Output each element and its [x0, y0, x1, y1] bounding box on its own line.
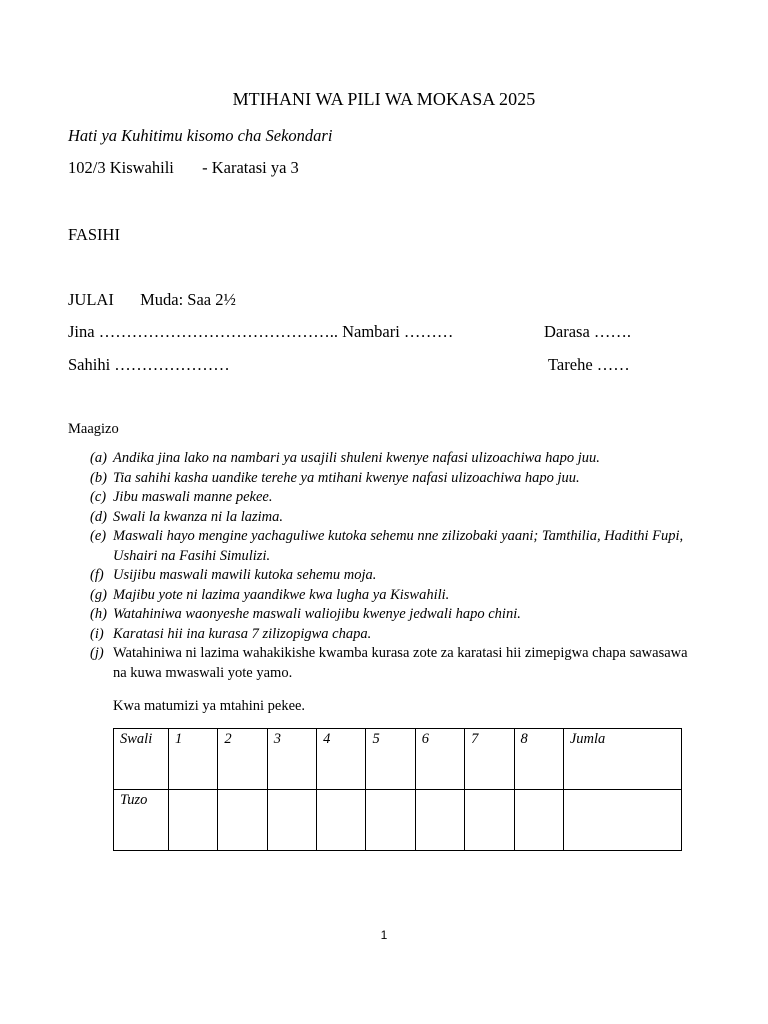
score-cell: [514, 790, 563, 851]
instruction-text: Jibu maswali manne pekee.: [113, 489, 273, 505]
instruction-text: Maswali hayo mengine yachaguliwe kutoka sehemu nne zilizobaki yaani; Tamthilia, Hadithi Fupi, Ushairi na Fasihi Simulizi.: [113, 528, 684, 564]
table-row-header: Swali: [114, 729, 169, 790]
score-table: [113, 728, 682, 851]
exam-month: JULAI: [68, 290, 114, 309]
instruction-text: Swali la kwanza ni la lazima.: [113, 508, 283, 525]
score-cell: [218, 790, 267, 851]
date-field: Tarehe ……: [548, 355, 630, 374]
column-header: 3: [267, 729, 316, 790]
score-cell: [465, 790, 514, 851]
exam-subtitle: Hati ya Kuhitimu kisomo cha Sekondari: [68, 126, 333, 145]
instruction-letter: (c): [90, 489, 107, 505]
column-header: 1: [169, 729, 218, 790]
exam-time: [68, 290, 236, 310]
page-number: 1: [380, 928, 388, 942]
instruction-text: Usijibu maswali mawili kutoka sehemu moja.: [113, 567, 377, 583]
instruction-letter: (e): [90, 528, 107, 544]
instruction-letter: (j): [90, 645, 104, 661]
exam-title: MTIHANI WA PILI WA MOKASA 2025: [232, 89, 536, 109]
table-row: [114, 790, 682, 851]
instruction-text: Karatasi hii ina kurasa 7 zilizopigwa chapa.: [113, 625, 372, 642]
instruction-item: [90, 586, 690, 606]
instruction-text: Watahiniwa ni lazima wahakikishe kwamba kurasa zote za karatasi hii zimepigwa chapa sawasawa na kuwa mwaswali yote yamo.: [113, 645, 688, 681]
instruction-text: Tia sahihi kasha uandike terehe ya mtihani kwenye nafasi ulizoachiwa hapo juu.: [113, 469, 580, 486]
column-header: 6: [415, 729, 464, 790]
instruction-item: [90, 644, 690, 683]
instruction-letter: (g): [90, 586, 107, 603]
instruction-text: Majibu yote ni lazima yaandikwe kwa lugha ya Kiswahili.: [113, 586, 450, 603]
instruction-text: Watahiniwa waonyeshe maswali waliojibu kwenye jedwali hapo chini.: [113, 606, 521, 622]
instruction-letter: (h): [90, 606, 107, 622]
instruction-letter: (d): [90, 508, 107, 525]
score-cell: [563, 790, 681, 851]
instruction-item: [90, 488, 690, 508]
class-field: Darasa …….: [544, 322, 632, 341]
column-header: 5: [366, 729, 415, 790]
column-header: 8: [514, 729, 563, 790]
instruction-letter: (i): [90, 625, 104, 642]
instruction-item: [90, 508, 690, 528]
examiner-caption: Kwa matumizi ya mtahini pekee.: [113, 698, 306, 714]
score-cell: [267, 790, 316, 851]
column-header: 4: [317, 729, 366, 790]
paper-code: 102/3 Kiswahili: [68, 158, 174, 177]
instruction-letter: (f): [90, 567, 104, 583]
instruction-item: [90, 625, 690, 645]
instruction-letter: (b): [90, 469, 107, 486]
instruction-item: [90, 469, 690, 489]
instruction-item: [90, 605, 690, 625]
instruction-item: [90, 527, 690, 566]
score-cell: [169, 790, 218, 851]
instructions-list: [90, 449, 690, 683]
instructions-heading: Maagizo: [68, 421, 119, 437]
score-cell: [317, 790, 366, 851]
name-field: Jina …………………………………….. Nambari ………: [68, 322, 454, 341]
section-name: FASIHI: [68, 225, 120, 244]
column-header: 2: [218, 729, 267, 790]
instruction-text: Andika jina lako na nambari ya usajili shuleni kwenye nafasi ulizoachiwa hapo juu.: [113, 450, 600, 466]
score-cell: [366, 790, 415, 851]
column-header: 7: [465, 729, 514, 790]
exam-duration: Muda: Saa 2½: [140, 290, 236, 309]
table-row-header: Tuzo: [114, 790, 169, 851]
signature-field: Sahihi …………………: [68, 355, 230, 374]
instruction-item: [90, 566, 690, 586]
column-header: Jumla: [563, 729, 681, 790]
table-row: [114, 729, 682, 790]
instruction-item: [90, 449, 690, 469]
paper-name: - Karatasi ya 3: [202, 158, 299, 177]
paper-info: [68, 158, 299, 178]
instruction-letter: (a): [90, 450, 107, 466]
score-cell: [415, 790, 464, 851]
